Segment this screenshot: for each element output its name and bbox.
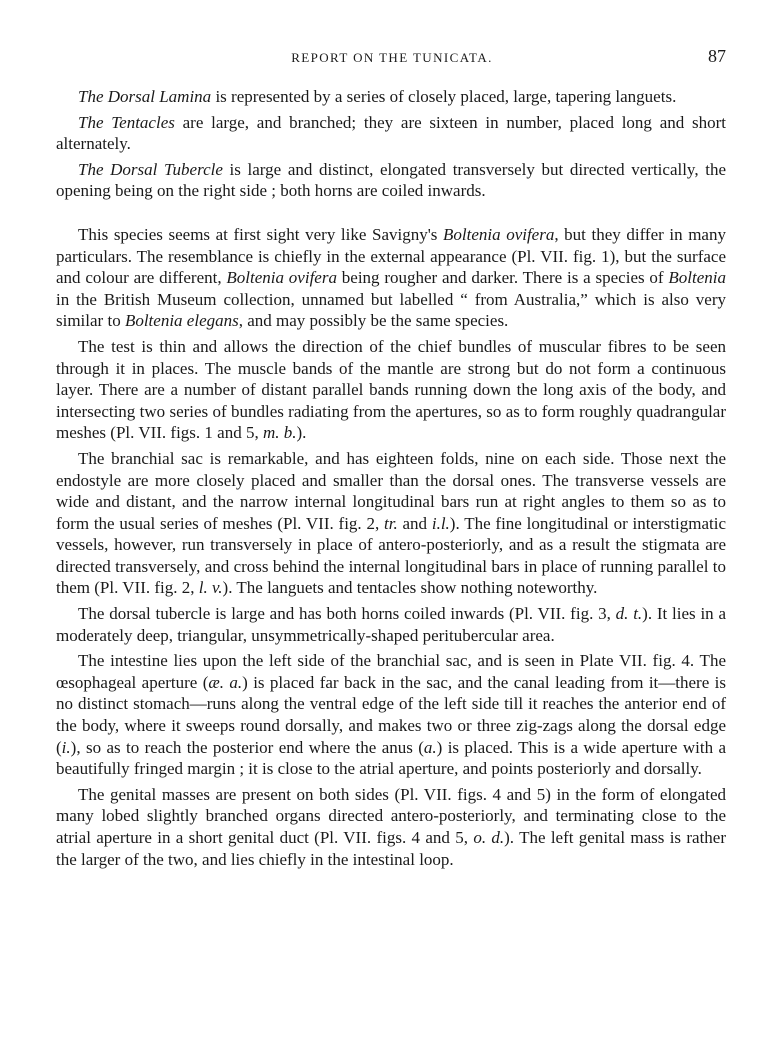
page-number: 87 xyxy=(708,46,726,66)
paragraph-branchial-sac: The branchial sac is remarkable, and has eighteen folds, nine on each side. Those next the endostyle are more closely placed and smaller than the dorsal ones. The transverse vessels are wide and distant, and the narrow internal longitudinal bars run at right angles to them so as to form the usual series of meshes (Pl. VII. fig. 2, tr. and i.l.). The fine longitudinal or interstigmatic vessels, however, run transversely in place of antero-posteriorly, and as a result the stigmata are directed transversely, and cross behind the internal longitudinal bars in place of running parallel to them (Pl. VII. fig. 2, l. v.). The languets and tentacles show nothing noteworthy. xyxy=(56,448,726,598)
paragraph-test-and-muscles: The test is thin and allows the direction of the chief bundles of muscular fibres to be seen through it in places. The muscle bands of the mantle are strong but do not form a continuous layer. There are a number of distant parallel bands running down the long axis of the body, and intersecting two series of bundles radiating from the apertures, so as to form roughly quadrangular meshes (Pl. VII. figs. 1 and 5, m. b.). xyxy=(56,336,726,443)
term-tentacles: The Tentacles xyxy=(78,112,175,132)
body-text xyxy=(56,86,726,870)
paragraph-dorsal-lamina: The Dorsal Lamina is represented by a series of closely placed, large, tapering languets. xyxy=(78,87,677,106)
paragraph-dorsal-tubercle-detail: The dorsal tubercle is large and has both horns coiled inwards (Pl. VII. fig. 3, d. t.). It lies in a moderately deep, triangular, unsymmetrically-shaped peritubercular area. xyxy=(56,604,726,645)
running-title: REPORT ON THE TUNICATA. xyxy=(291,50,493,65)
running-header xyxy=(58,46,726,70)
paragraph-genital-masses: The genital masses are present on both sides (Pl. VII. figs. 4 and 5) in the form of elongated many lobed slightly branched organs directed antero-posteriorly, and terminating close to the atrial aperture in a short genital duct (Pl. VII. figs. 4 and 5, o. d.). The left genital mass is rather the larger of the two, and lies chiefly in the intestinal loop. xyxy=(56,784,727,869)
paragraph-intestine: The intestine lies upon the left side of the branchial sac, and is seen in Plate VII. fig. 4. The œsophageal aperture (æ. a.) is placed far back in the sac, and the canal leading from it—there is no distinct stomach—runs along the ventral edge of the left side till it reaches the anterior end of the body, where it sweeps round dorsally, and makes two or three zig-zags along the dorsal edge (i.), so as to reach the posterior end where the anus (a.) is placed. This is a wide aperture with a beautifully fringed margin ; it is close to the atrial aperture, and points posteriorly and dorsally. xyxy=(56,651,727,779)
paragraph-dorsal-tubercle: The Dorsal Tubercle is large and distinct, elongated transversely but directed vertically, the opening being on the right side ; both horns are coiled inwards. xyxy=(56,159,726,201)
paragraph-species-comparison: This species seems at first sight very like Savigny's Boltenia ovifera, but they differ in many particulars. The resemblance is chiefly in the external appearance (Pl. VII. fig. 1), but the surface and colour are different, Boltenia ovifera being rougher and darker. There is a species of Boltenia in the British Museum collection, unnamed but labelled “ from Australia,” which is also very similar to Boltenia elegans, and may possibly be the same species. xyxy=(56,224,726,331)
term-dorsal-tubercle: The Dorsal Tubercle xyxy=(78,159,223,179)
term-dorsal-lamina: The Dorsal Lamina xyxy=(78,87,212,106)
paragraph-tentacles: The Tentacles are large, and branched; they are sixteen in number, placed long and short alternately. xyxy=(56,112,726,154)
